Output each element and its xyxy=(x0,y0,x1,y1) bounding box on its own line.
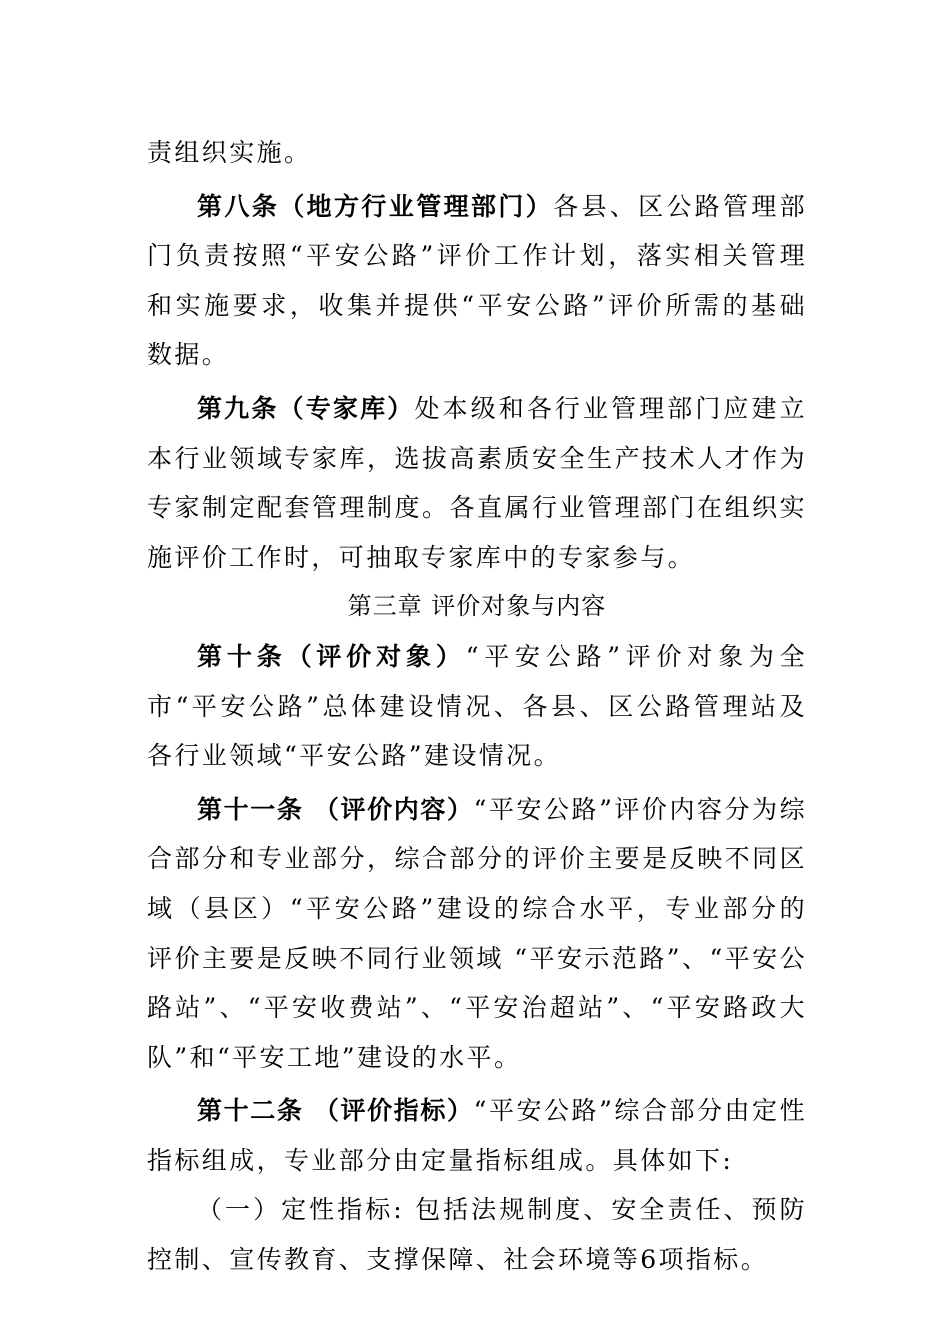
article-8-title: 第八条（地方行业管理部门） xyxy=(197,191,554,221)
article-11-body: “平安公路”评价内容分为综合部分和专业部分，综合部分的评价主要是反映不同区域（县区）“平安公路”建设的综合水平，专业部分的评价主要是反映不同行业领域 “平安示范路”、“平安公路站”、“平安收费站”、“平安治超站”、“平安路政大队”和“平安工地”建设的水平。 xyxy=(147,794,807,1072)
article-11 xyxy=(147,785,807,1083)
article-9 xyxy=(147,384,807,582)
list-item-qualitative: （一）定性指标: 包括法规制度、安全责任、预防控制、宣传教育、支撑保障、社会环境等6项指标。 xyxy=(147,1195,807,1275)
article-9-body: 处本级和各行业管理部门应建立本行业领域专家库，选拔高素质安全生产技术人才作为专家制定配套管理制度。各直属行业管理部门在组织实施评价工作时，可抽取专家库中的专家参与。 xyxy=(147,393,807,572)
article-12 xyxy=(147,1086,807,1185)
article-10-body: “平安公路”评价对象为全市“平安公路”总体建设情况、各县、区公路管理站及各行业领域“平安公路”建设情况。 xyxy=(147,641,807,771)
article-11-title: 第十一条 （评价内容） xyxy=(197,794,474,824)
article-10-title: 第十条（评价对象） xyxy=(197,641,466,671)
chapter-heading: 第三章 评价对象与内容 xyxy=(347,592,607,621)
paragraph-continuation: 责组织实施。 xyxy=(147,138,312,167)
document-page xyxy=(147,128,807,1285)
article-10 xyxy=(147,632,807,781)
article-9-title: 第九条（专家库） xyxy=(197,393,415,423)
article-12-body: “平安公路”综合部分由定性指标组成，专业部分由定量指标组成。具体如下: xyxy=(147,1096,807,1175)
article-12-title: 第十二条 （评价指标） xyxy=(197,1096,474,1126)
article-8-body: 各县、区公路管理部门负责按照“平安公路”评价工作计划，落实相关管理和实施要求，收集并提供“平安公路”评价所需的基础数据。 xyxy=(147,191,807,370)
article-8 xyxy=(147,182,807,380)
